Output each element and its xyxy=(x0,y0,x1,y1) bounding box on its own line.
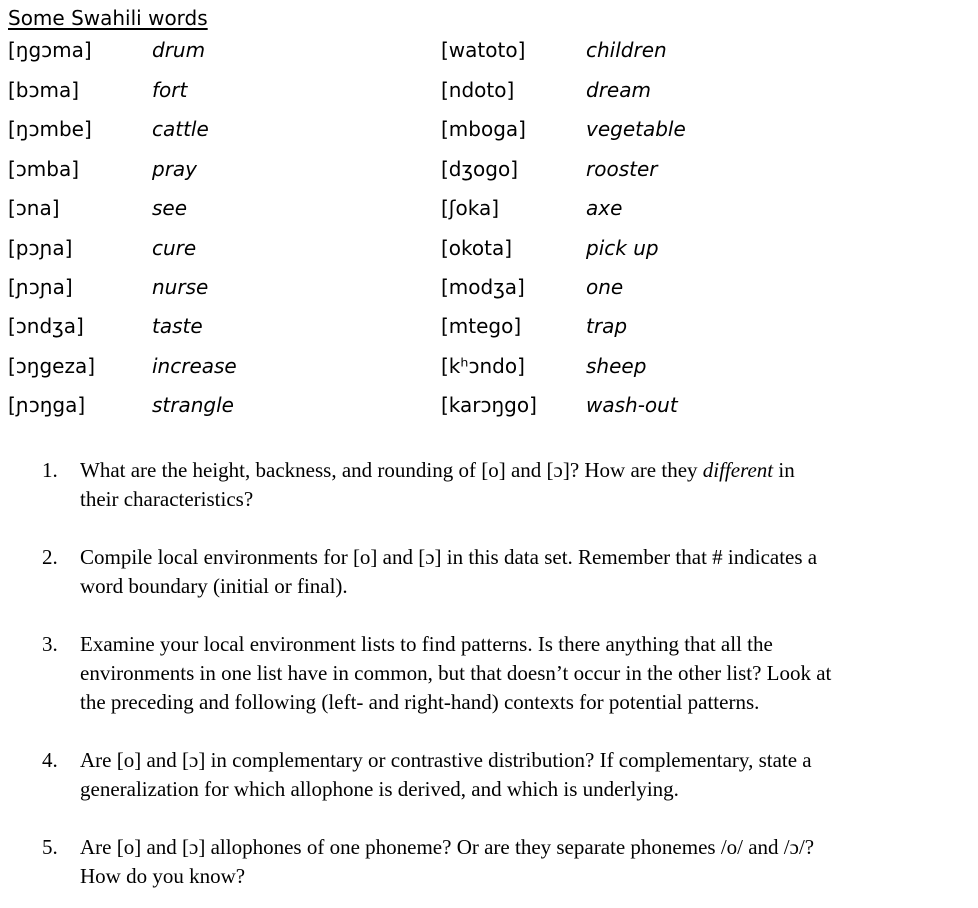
ipa-transcription: [ɲɔŋga] xyxy=(8,393,86,417)
ipa-transcription: [watoto] xyxy=(441,38,526,62)
ipa-transcription: [karɔŋgo] xyxy=(441,393,537,417)
question-number: 5. xyxy=(42,835,58,859)
ipa-transcription: [ɔmba] xyxy=(8,157,80,181)
question-line: Are [o] and [ɔ] allophones of one phoneme? Or are they separate phonemes /o/ and /ɔ/? xyxy=(80,835,815,859)
ipa-transcription: [ɔŋgeza] xyxy=(8,354,96,378)
table-row xyxy=(0,310,978,349)
question-text xyxy=(80,630,960,717)
ipa-transcription: [bɔma] xyxy=(8,78,80,102)
question-line: Examine your local environment lists to find patterns. Is there anything that all the xyxy=(80,632,773,656)
ipa-transcription: [ɲɔɲa] xyxy=(8,275,73,299)
english-gloss: nurse xyxy=(152,275,209,299)
ipa-transcription: [dʒogo] xyxy=(441,157,519,181)
question-text xyxy=(80,456,960,514)
question-number: 3. xyxy=(42,632,58,656)
question-text xyxy=(80,543,960,601)
english-gloss: dream xyxy=(586,78,651,102)
english-gloss: cattle xyxy=(152,117,209,141)
question-text xyxy=(80,833,960,891)
english-gloss: vegetable xyxy=(586,117,686,141)
english-gloss: wash-out xyxy=(586,393,678,417)
ipa-transcription: [ŋgɔma] xyxy=(8,38,92,62)
table-row xyxy=(0,113,978,152)
question-text-segment: What are the height, backness, and rounding of [o] and [ɔ]? How are they xyxy=(80,458,703,482)
english-gloss: axe xyxy=(586,196,623,220)
english-gloss: strangle xyxy=(152,393,234,417)
word-table xyxy=(0,34,978,434)
question-line: Compile local environments for [o] and [ɔ] in this data set. Remember that # indicates a xyxy=(80,545,818,569)
emphasized-word: different xyxy=(702,458,774,482)
page-title: Some Swahili words xyxy=(8,6,208,30)
table-row xyxy=(0,232,978,271)
ipa-transcription: [ɔna] xyxy=(8,196,60,220)
english-gloss: drum xyxy=(152,38,206,62)
ipa-transcription: [ʃoka] xyxy=(441,196,500,220)
english-gloss: one xyxy=(586,275,624,299)
english-gloss: children xyxy=(586,38,667,62)
question-line: How do you know? xyxy=(80,864,246,888)
question-number: 1. xyxy=(42,458,58,482)
ipa-transcription: [kʰɔndo] xyxy=(441,354,525,378)
english-gloss: rooster xyxy=(586,157,658,181)
ipa-transcription: [mboga] xyxy=(441,117,526,141)
question-line: Are [o] and [ɔ] in complementary or contrastive distribution? If complementary, state a xyxy=(80,748,812,772)
table-row xyxy=(0,153,978,192)
question-line: environments in one list have in common, but that doesn’t occur in the other list? Look at xyxy=(80,661,832,685)
english-gloss: sheep xyxy=(586,354,647,378)
ipa-transcription: [modʒa] xyxy=(441,275,525,299)
ipa-transcription: [ndoto] xyxy=(441,78,515,102)
question-line: generalization for which allophone is derived, and which is underlying. xyxy=(80,777,679,801)
question-number: 4. xyxy=(42,748,58,772)
english-gloss: pick up xyxy=(586,236,659,260)
question-line: their characteristics? xyxy=(80,487,254,511)
table-row xyxy=(0,350,978,389)
english-gloss: see xyxy=(152,196,188,220)
english-gloss: trap xyxy=(586,314,628,338)
question-line: the preceding and following (left- and right-hand) contexts for potential patterns. xyxy=(80,690,760,714)
table-row xyxy=(0,74,978,113)
question-line: word boundary (initial or final). xyxy=(80,574,348,598)
english-gloss: cure xyxy=(152,236,197,260)
ipa-transcription: [ŋɔmbe] xyxy=(8,117,92,141)
ipa-transcription: [mtego] xyxy=(441,314,522,338)
question-text xyxy=(80,746,960,804)
english-gloss: pray xyxy=(152,157,198,181)
question-number: 2. xyxy=(42,545,58,569)
ipa-transcription: [pɔɲa] xyxy=(8,236,73,260)
table-row xyxy=(0,389,978,428)
table-row xyxy=(0,271,978,310)
question-text-segment: in xyxy=(773,458,795,482)
english-gloss: increase xyxy=(152,354,237,378)
question-line xyxy=(80,456,960,485)
ipa-transcription: [okota] xyxy=(441,236,513,260)
english-gloss: taste xyxy=(152,314,203,338)
ipa-transcription: [ɔndʒa] xyxy=(8,314,84,338)
table-row xyxy=(0,192,978,231)
english-gloss: fort xyxy=(152,78,188,102)
table-row xyxy=(0,34,978,73)
